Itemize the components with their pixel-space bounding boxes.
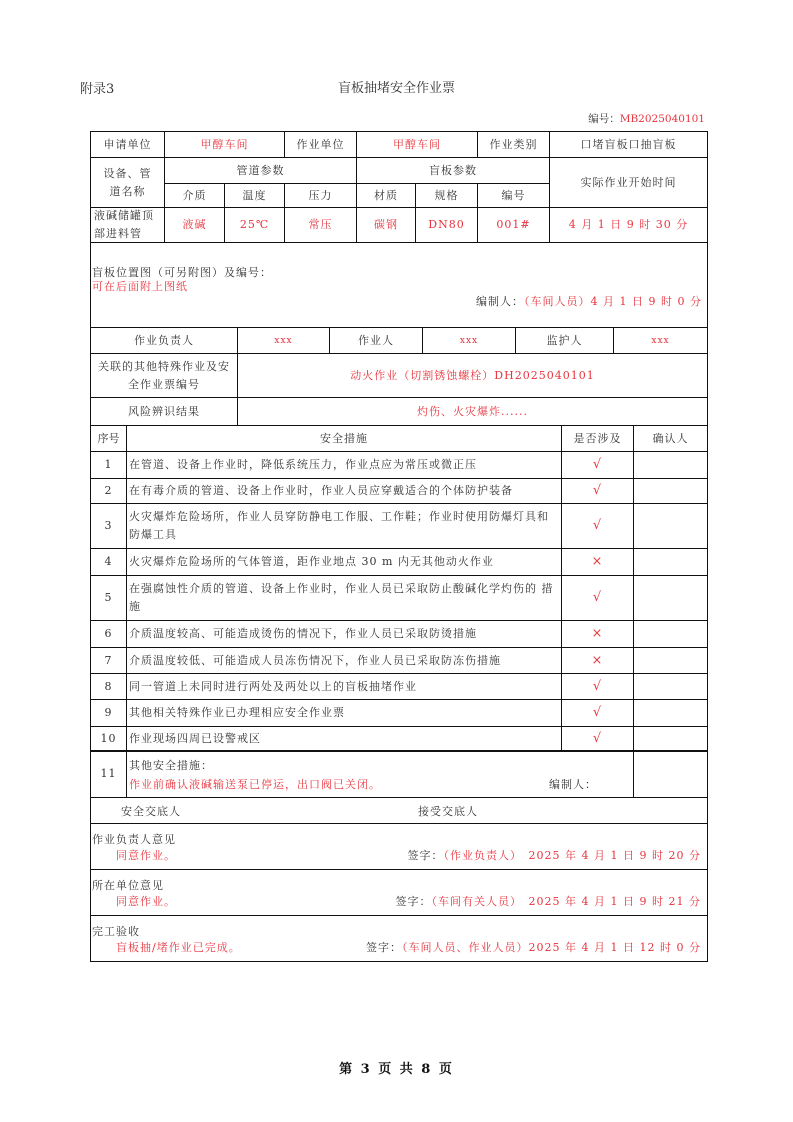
measure-involved-mark[interactable]: √	[561, 726, 634, 752]
apply-unit-value: 甲醇车间	[164, 131, 285, 158]
measure-involved-mark[interactable]: √	[561, 503, 634, 549]
leader-value: xxx	[237, 327, 330, 354]
measure-involved-mark[interactable]: √	[561, 451, 634, 479]
equipment-label: 设备、管道名称	[90, 157, 165, 208]
measure-confirmer[interactable]	[633, 673, 708, 700]
diagram-author-value: （车间人员）4 月 1 日 9 时 0 分	[524, 295, 702, 308]
measure-confirmer[interactable]	[633, 726, 708, 752]
opinion-signature	[366, 939, 701, 955]
measure-text: 在有毒介质的管道、设备上作业时，作业人员应穿戴适合的个体防护装备	[126, 478, 562, 504]
opinion-signature	[408, 847, 701, 863]
pressure-value: 常压	[284, 207, 357, 243]
measure-text: 其他相关特殊作业已办理相应安全作业票	[126, 699, 562, 727]
plate-params-label: 盲板参数	[356, 157, 550, 184]
measure-no: 6	[90, 620, 127, 648]
code-label: 编号：	[588, 113, 620, 125]
measure-confirmer[interactable]	[633, 478, 708, 504]
opinion-label: 作业负责人意见	[92, 833, 176, 846]
work-unit-label: 作业单位	[284, 131, 357, 158]
measure-involved-mark[interactable]: √	[561, 575, 634, 621]
measure-text: 作业现场四周已设警戒区	[126, 726, 562, 752]
col-pressure: 压力	[284, 183, 357, 208]
risk-label: 风险辨识结果	[90, 397, 238, 426]
related-value: 动火作业（切割锈蚀螺栓）DH2025040101	[237, 353, 708, 398]
measure-text: 火灾爆炸危险场所，作业人员穿防静电工作服、工作鞋；作业时使用防爆灯具和防爆工具	[126, 503, 562, 549]
measure-text: 在管道、设备上作业时，降低系统压力，作业点应为常压或微正压	[126, 451, 562, 479]
equipment-value: 液碱储罐顶部进料管	[90, 207, 165, 243]
measure-text: 火灾爆炸危险场所的气体管道，距作业地点 30 m 内无其他动火作业	[126, 548, 562, 576]
ticket-code	[588, 111, 705, 126]
measure-confirmer[interactable]	[633, 548, 708, 576]
measures-involved-header: 是否涉及	[561, 425, 634, 452]
work-type-label: 作业类别	[477, 131, 550, 158]
temperature-value: 25℃	[224, 207, 285, 243]
measure-no: 8	[90, 673, 127, 700]
opinion-signature	[396, 893, 701, 909]
other-measures-label: 其他安全措施：	[129, 759, 213, 772]
medium-value: 液碱	[164, 207, 225, 243]
pipe-params-label: 管道参数	[164, 157, 357, 184]
opinion-label: 完工验收	[92, 925, 140, 938]
measure-confirmer[interactable]	[633, 620, 708, 648]
diagram-value: 可在后面附上图纸	[92, 280, 188, 293]
signature-value: （作业负责人） 2025 年 4 月 1 日 9 时 20 分	[443, 849, 701, 862]
col-temperature: 温度	[224, 183, 285, 208]
measure-involved-mark[interactable]: √	[561, 478, 634, 504]
measure-confirmer[interactable]	[633, 575, 708, 621]
opinion-value: 同意作业。	[116, 849, 176, 862]
measure-no: 9	[90, 699, 127, 727]
measure-involved-mark[interactable]: √	[561, 699, 634, 727]
measure-confirmer[interactable]	[633, 699, 708, 727]
diagram-author	[476, 293, 702, 309]
measures-confirmer-header: 确认人	[633, 425, 708, 452]
signature-label: 签字：	[407, 849, 444, 862]
page-title: 盲板抽堵安全作业票	[337, 81, 455, 96]
guardian-label: 监护人	[515, 327, 614, 354]
guardian-value: xxx	[613, 327, 708, 354]
other-confirmer[interactable]	[633, 750, 708, 798]
measure-no: 4	[90, 548, 127, 576]
opinion-value: 同意作业。	[116, 895, 176, 908]
spec-value: DN80	[415, 207, 478, 243]
measures-text-header: 安全措施	[126, 425, 562, 452]
worker-value: xxx	[422, 327, 516, 354]
measure-confirmer[interactable]	[633, 503, 708, 549]
appendix-label: 附录3	[80, 82, 115, 97]
related-label: 关联的其他特殊作业及安全作业票编号	[90, 353, 238, 398]
worker-label: 作业人	[329, 327, 423, 354]
material-value: 碳钢	[356, 207, 416, 243]
measure-text: 同一管道上未同时进行两处及两处以上的盲板抽堵作业	[126, 673, 562, 700]
measure-involved-mark[interactable]: √	[561, 673, 634, 700]
col-number: 编号	[477, 183, 550, 208]
opinion-value: 盲板抽/堵作业已完成。	[116, 941, 241, 954]
opinion-label: 所在单位意见	[92, 879, 164, 892]
measure-involved-mark[interactable]: ×	[561, 620, 634, 648]
measure-no: 5	[90, 575, 127, 621]
measure-no: 3	[90, 503, 127, 549]
other-measures-value: 作业前确认液碱输送泵已停运，出口阀已关闭。	[129, 778, 381, 791]
leader-label: 作业负责人	[90, 327, 238, 354]
col-material: 材质	[356, 183, 416, 208]
measure-text: 介质温度较低、可能造成人员冻伤情况下，作业人员已采取防冻伤措施	[126, 647, 562, 674]
col-medium: 介质	[164, 183, 225, 208]
number-value: 001#	[477, 207, 550, 243]
diagram-label: 盲板位置图（可另附图）及编号：	[92, 266, 272, 279]
measure-confirmer[interactable]	[633, 451, 708, 479]
safety-handover-label: 安全交底人	[121, 805, 181, 818]
measure-no: 10	[90, 726, 127, 752]
measure-involved-mark[interactable]: ×	[561, 647, 634, 674]
measures-no-header: 序号	[90, 425, 127, 452]
signature-value: （车间人员、作业人员）2025 年 4 月 1 日 12 时 0 分	[402, 941, 701, 954]
measure-no: 1	[90, 451, 127, 479]
receiver-handover-label: 接受交底人	[418, 805, 478, 818]
signature-label: 签字：	[366, 941, 403, 954]
other-no: 11	[90, 750, 127, 798]
measure-text: 介质温度较高、可能造成烫伤的情况下，作业人员已采取防烫措施	[126, 620, 562, 648]
code-value: MB2025040101	[619, 113, 705, 125]
start-time-value: 4 月 1 日 9 时 30 分	[549, 207, 708, 243]
page-number: 第 3 页 共 8 页	[339, 1062, 454, 1077]
diagram-author-label: 编制人：	[476, 295, 525, 308]
measure-text: 在强腐蚀性介质的管道、设备上作业时，作业人员已采取防止酸碱化学灼伤的 措施	[126, 575, 562, 621]
measure-no: 7	[90, 647, 127, 674]
apply-unit-label: 申请单位	[90, 131, 165, 158]
risk-value: 灼伤、火灾爆炸......	[237, 397, 708, 426]
work-type-value[interactable]: 口堵盲板口抽盲板	[549, 131, 708, 158]
measure-confirmer[interactable]	[633, 647, 708, 674]
handover-row	[90, 797, 708, 824]
signature-value: （车间有关人员） 2025 年 4 月 1 日 9 时 21 分	[431, 895, 701, 908]
signature-label: 签字：	[395, 895, 432, 908]
other-measures-author: 编制人：	[549, 778, 597, 791]
start-time-label: 实际作业开始时间	[549, 157, 708, 208]
work-unit-value: 甲醇车间	[356, 131, 478, 158]
measure-no: 2	[90, 478, 127, 504]
col-spec: 规格	[415, 183, 478, 208]
measure-involved-mark[interactable]: ×	[561, 548, 634, 576]
